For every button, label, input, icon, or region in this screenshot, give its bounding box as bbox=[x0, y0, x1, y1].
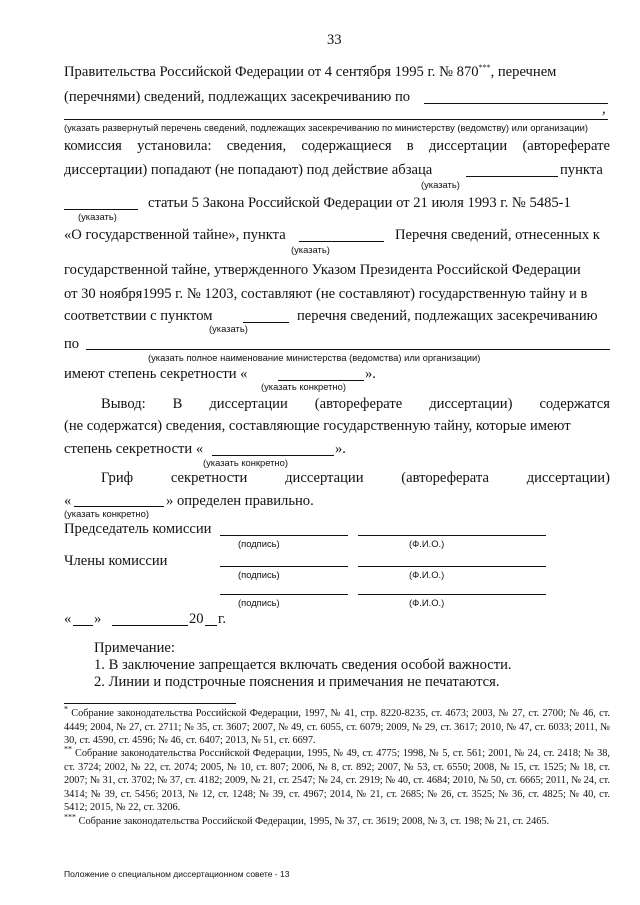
date-year-prefix: 20 bbox=[189, 611, 204, 627]
word: В bbox=[172, 396, 183, 412]
blank-conclusion-secrecy[interactable] bbox=[212, 455, 334, 456]
members-label: Члены комиссии bbox=[64, 553, 168, 569]
caption-signature: (подпись) bbox=[238, 538, 280, 549]
date-close-quote: » bbox=[94, 611, 102, 627]
chairman-signature-line[interactable] bbox=[220, 535, 348, 536]
commission-line-3: статьи 5 Закона Российской Федерации от 21 июля 1993 г. № 5485-1 bbox=[148, 195, 571, 211]
word: (автореферате bbox=[522, 138, 610, 154]
grif-line-2b: » определен правильно. bbox=[166, 493, 314, 509]
caption-name: (Ф.И.О.) bbox=[409, 597, 445, 608]
conclusion-line-3a: степень секретности « bbox=[64, 441, 204, 457]
blank-punkt-2[interactable] bbox=[243, 322, 289, 323]
commission-line-4a: «О государственной тайне», пункта bbox=[64, 227, 286, 243]
member-1-signature-line[interactable] bbox=[220, 566, 348, 567]
grif-line-1 bbox=[101, 469, 610, 487]
secrecy-line-b: ». bbox=[365, 366, 376, 382]
footnote-2 bbox=[64, 744, 610, 815]
footnote-mark: ** bbox=[64, 744, 72, 754]
commission-line-5: государственной тайне, утвержденного Указом Президента Российской Федерации bbox=[64, 262, 581, 278]
caption-punkt-2: (указать) bbox=[209, 323, 248, 334]
caption-name: (Ф.И.О.) bbox=[409, 538, 445, 549]
commission-line-7b: перечня сведений, подлежащих засекречиванию bbox=[297, 308, 598, 324]
caption-punkt: (указать) bbox=[291, 244, 330, 255]
word: сведения, bbox=[226, 138, 287, 154]
commission-line-7a: соответствии с пунктом bbox=[64, 308, 213, 324]
caption-conclusion-specific: (указать конкретно) bbox=[203, 457, 288, 468]
member-1-name-line[interactable] bbox=[358, 566, 546, 567]
word: содержащиеся bbox=[301, 138, 392, 154]
commission-line-4b: Перечня сведений, отнесенных к bbox=[395, 227, 600, 243]
caption-name: (Ф.И.О.) bbox=[409, 569, 445, 580]
notes-title: Примечание: bbox=[94, 640, 175, 656]
caption-signature: (подпись) bbox=[238, 597, 280, 608]
word: Вывод: bbox=[101, 396, 146, 412]
footnote-ref-3: *** bbox=[478, 63, 491, 73]
intro-line-2: (перечнями) сведений, подлежащих засекречиванию по bbox=[64, 89, 411, 105]
word: диссертации) bbox=[429, 396, 513, 412]
intro-line-1-text: Правительства Российской Федерации от 4 сентября 1995 г. № 870 bbox=[64, 64, 479, 80]
intro-line-1 bbox=[64, 63, 556, 81]
commission-line-2: диссертации) попадают (не попадают) под действие абзаца bbox=[64, 162, 433, 178]
conclusion-line-3b: ». bbox=[335, 441, 346, 457]
po-label: по bbox=[64, 336, 80, 352]
blank-ministry[interactable] bbox=[86, 349, 610, 350]
word: (автореферате bbox=[314, 396, 403, 412]
chairman-label: Председатель комиссии bbox=[64, 521, 212, 537]
blank-line-list[interactable] bbox=[424, 103, 608, 104]
caption-list: (указать развернутый перечень сведений, подлежащих засекречиванию по министерству (ведомству) или организации) bbox=[64, 122, 588, 133]
secrecy-line-a: имеют степень секретности « bbox=[64, 366, 248, 382]
footnote-text: Собрание законодательства Российской Федерации, 1997, № 41, стр. 8220-8235, ст. 4673; 2003, № 27, ст. 2700; № 46, ст. 4449; 2004, № 27, ст. 2711; № 35, ст. 3607; 2007, № 49, ст. 6055, ст. 6079; 2009, № 29, ст. 3617; 2010, № 47, ст. 6033; 2011, № 30, ст. 4590, ст. 4596; № 46, ст. 6407; 2013, № 51, ст. 6697. bbox=[64, 708, 610, 746]
caption-signature: (подпись) bbox=[238, 569, 280, 580]
member-2-signature-line[interactable] bbox=[220, 594, 348, 595]
caption-specific: (указать конкретно) bbox=[261, 381, 346, 392]
word: (автореферата bbox=[401, 470, 489, 486]
word: комиссия bbox=[64, 138, 122, 154]
chairman-name-line[interactable] bbox=[358, 535, 546, 536]
footnote-mark: *** bbox=[64, 812, 76, 822]
footnote-1 bbox=[64, 704, 610, 748]
comma: , bbox=[602, 101, 606, 117]
blank-abzac[interactable] bbox=[466, 176, 558, 177]
caption-grif: (указать конкретно) bbox=[64, 508, 149, 519]
word: содержатся bbox=[539, 396, 610, 412]
caption-ministry: (указать полное наименование министерства (ведомства) или организации) bbox=[148, 352, 481, 363]
blank-date-year[interactable] bbox=[205, 625, 217, 626]
blank-grif[interactable] bbox=[74, 506, 164, 507]
page-footer: Положение о специальном диссертационном совете - 13 bbox=[64, 869, 290, 879]
footnote-text: Собрание законодательства Российской Федерации, 1995, № 49, ст. 4775; 1998, № 5, ст. 561; 2001, № 24, ст. 2418; № 38, ст. 3724; 2002, № 22, ст. 2074; 2005, № 10, ст. 807; 2006, № 8, ст. 892; 2007, № 53, ст. 6550; 2008, № 15, ст. 1525; № 18, ст. 2007; № 31, ст. 3702; № 37, ст. 4182; 2009, № 21, ст. 2547; № 24, ст. 2919; № 40, ст. 4684; 2010, № 50, ст. 6665; 2011, № 24, ст. 3414; № 39, ст. 5456; 2013, № 12, ст. 1248; № 39, ст. 4967; 2014, № 21, ст. 2685; № 26, ст. 3525; № 36, ст. 4825; № 40, ст. 5412; 2015, № 22, ст. 3206. bbox=[64, 748, 610, 813]
footnote-mark: * bbox=[64, 704, 68, 714]
blank-date-day[interactable] bbox=[73, 625, 93, 626]
word: секретности bbox=[170, 470, 248, 486]
footnote-3 bbox=[64, 812, 610, 829]
commission-line-6: от 30 ноября1995 г. № 1203, составляют (не составляют) государственную тайну и в bbox=[64, 286, 588, 302]
date-year-suffix: г. bbox=[218, 611, 226, 627]
punkt-label: пункта bbox=[560, 162, 603, 178]
word: установила: bbox=[137, 138, 212, 154]
caption-abzac: (указать) bbox=[421, 179, 460, 190]
caption-statya: (указать) bbox=[78, 211, 117, 222]
grif-line-2a: « bbox=[64, 493, 72, 509]
footnote-separator bbox=[64, 703, 236, 704]
blank-line-list-2[interactable] bbox=[64, 119, 608, 120]
member-2-name-line[interactable] bbox=[358, 594, 546, 595]
conclusion-line-2: (не содержатся) сведения, составляющие государственную тайну, которые имеют bbox=[64, 418, 571, 434]
conclusion-line-1 bbox=[101, 395, 610, 413]
word: Гриф bbox=[101, 470, 134, 486]
commission-line-1 bbox=[64, 137, 610, 155]
blank-statya[interactable] bbox=[64, 209, 138, 210]
blank-date-month[interactable] bbox=[112, 625, 188, 626]
date-open-quote: « bbox=[64, 611, 72, 627]
word: диссертации bbox=[285, 470, 364, 486]
page-number: 33 bbox=[327, 32, 342, 48]
word: диссертации bbox=[209, 396, 288, 412]
note-item: 1. В заключение запрещается включать сведения особой важности. bbox=[94, 657, 512, 673]
note-item: 2. Линии и подстрочные пояснения и примечания не печатаются. bbox=[94, 674, 500, 690]
blank-punkt[interactable] bbox=[299, 241, 384, 242]
intro-line-1-end: , перечнем bbox=[490, 64, 557, 80]
word: диссертации bbox=[428, 138, 508, 154]
word: диссертации) bbox=[526, 470, 610, 486]
word: в bbox=[406, 138, 414, 154]
footnote-text: Собрание законодательства Российской Федерации, 1995, № 37, ст. 3619; 2008, № 3, ст. 198; № 21, ст. 2465. bbox=[78, 816, 550, 827]
